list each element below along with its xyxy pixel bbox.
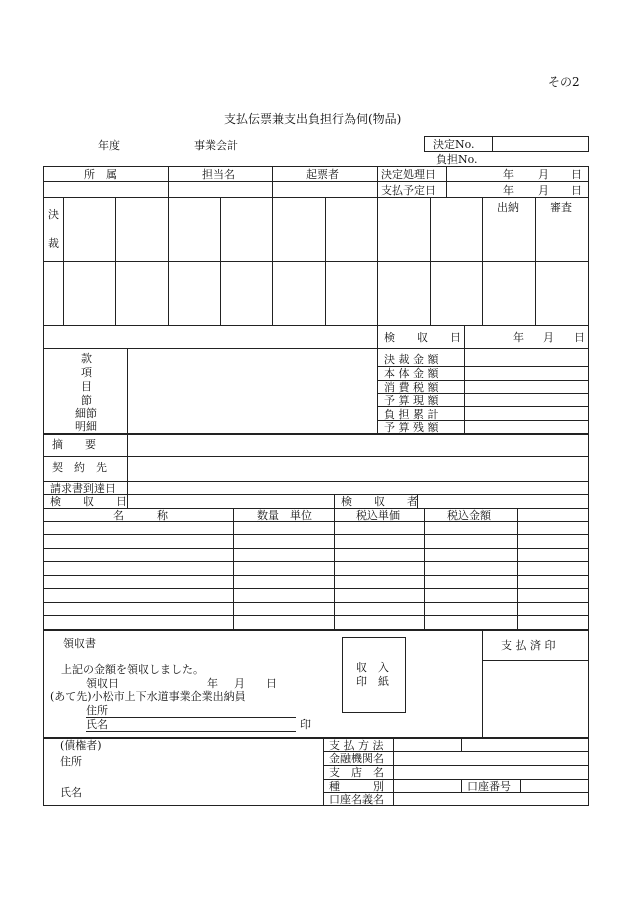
decision-no-label: 決定No. bbox=[433, 138, 475, 151]
day-label: 日 bbox=[571, 168, 582, 181]
month-label: 月 bbox=[538, 168, 549, 181]
receipt-title: 領収書 bbox=[63, 637, 96, 650]
month-label: 月 bbox=[543, 331, 554, 344]
invoice-date-label: 請求書到達日 bbox=[50, 482, 116, 495]
middle-frame bbox=[43, 434, 589, 630]
audit-label: 審査 bbox=[550, 201, 572, 214]
amount-cumulative-label: 負 担 累 計 bbox=[384, 408, 439, 421]
drafter-header: 起票者 bbox=[306, 168, 339, 181]
year-label: 年 bbox=[503, 184, 514, 197]
day-label: 日 bbox=[574, 331, 585, 344]
amount-base-label: 本 体 金 額 bbox=[384, 367, 439, 380]
seal-mark: 印 bbox=[300, 718, 311, 731]
year-label: 年 bbox=[503, 168, 514, 181]
budget-code-moku: 目 bbox=[81, 380, 92, 393]
form-title: 支払伝票兼支出負担行為伺(物品) bbox=[224, 112, 402, 126]
amount-budget-label: 予 算 現 額 bbox=[384, 394, 439, 407]
inspection-date-label: 検 収 日 bbox=[384, 331, 461, 344]
fiscal-year-label: 年度 bbox=[98, 139, 120, 152]
bank-label: 金融機関名 bbox=[329, 752, 384, 765]
summary-label: 摘 要 bbox=[52, 438, 96, 451]
receipt-date-label: 領収日 bbox=[86, 677, 119, 690]
decision-date-label: 決定処理日 bbox=[381, 168, 436, 181]
month-label: 月 bbox=[538, 184, 549, 197]
account-holder-label: 口座名義名 bbox=[329, 793, 384, 806]
account-no-label: 口座番号 bbox=[467, 780, 511, 793]
burden-no-label: 負担No. bbox=[436, 153, 478, 166]
items-header-amount: 税込金額 bbox=[447, 509, 491, 522]
inspector-label: 検 収 者 bbox=[341, 495, 418, 508]
receipt-address-label: 住所 bbox=[86, 704, 108, 717]
amount-approved-label: 決 裁 金 額 bbox=[384, 353, 439, 366]
year-label: 年 bbox=[513, 331, 524, 344]
items-header-name: 名 称 bbox=[113, 509, 168, 522]
amount-tax-label: 消 費 税 額 bbox=[384, 381, 439, 394]
creditor-frame bbox=[43, 738, 589, 806]
account-type-label: 種 別 bbox=[329, 780, 384, 793]
paid-stamp-label: 支 払 済 印 bbox=[501, 639, 556, 652]
inspect-date-label: 検 収 日 bbox=[50, 495, 127, 508]
budget-code-setsu: 節 bbox=[81, 394, 92, 407]
budget-code-kou: 項 bbox=[81, 366, 92, 379]
budget-code-saisetsu: 細節 bbox=[75, 407, 97, 420]
items-header-unit-price: 税込単価 bbox=[356, 509, 400, 522]
account-label: 事業会計 bbox=[194, 139, 238, 152]
payment-method-label: 支 払 方 法 bbox=[329, 739, 384, 752]
receipt-text: 上記の金額を領収しました。 bbox=[61, 663, 204, 676]
items-header-qty: 数量 単位 bbox=[257, 509, 312, 522]
month-label: 月 bbox=[234, 677, 245, 690]
contractor-label: 契 約 先 bbox=[52, 461, 107, 474]
day-label: 日 bbox=[571, 184, 582, 197]
payment-date-label: 支払予定日 bbox=[381, 184, 436, 197]
revenue-stamp-line1: 収 入 bbox=[356, 661, 389, 674]
branch-label: 支 店 名 bbox=[329, 766, 384, 779]
dept-header: 所 属 bbox=[84, 168, 117, 181]
receipt-addressee: (あて先)小松市上下水道事業企業出納員 bbox=[50, 690, 246, 703]
person-header: 担当名 bbox=[202, 168, 235, 181]
revenue-stamp-line2: 印 紙 bbox=[356, 675, 389, 688]
creditor-address-label: 住所 bbox=[60, 755, 82, 768]
year-label: 年 bbox=[207, 677, 218, 690]
receipt-name-label: 氏名 bbox=[86, 718, 108, 731]
budget-code-kan: 款 bbox=[81, 352, 92, 365]
approval-label-bottom: 裁 bbox=[48, 237, 59, 250]
creditor-name-label: 氏名 bbox=[60, 786, 82, 799]
cashier-label: 出納 bbox=[497, 201, 519, 214]
amount-remaining-label: 予 算 残 額 bbox=[384, 421, 439, 434]
page-tag: その2 bbox=[548, 75, 580, 89]
creditor-label: (債権者) bbox=[60, 739, 102, 752]
budget-code-meisai: 明細 bbox=[75, 420, 97, 433]
approval-label-top: 決 bbox=[48, 208, 59, 221]
day-label: 日 bbox=[266, 677, 277, 690]
